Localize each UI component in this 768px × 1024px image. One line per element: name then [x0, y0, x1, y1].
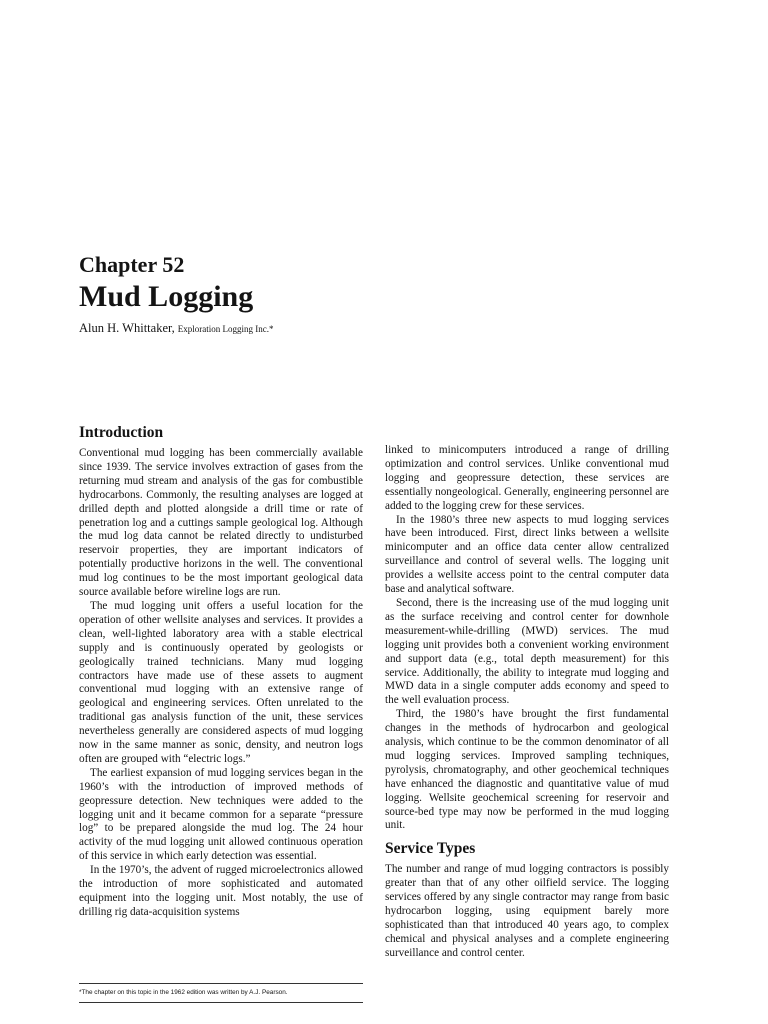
- chapter-title: Mud Logging: [79, 280, 254, 313]
- intro-continuation-4: Third, the 1980’s have brought the first fundamental changes in the methods of hydrocarbon and geological analysis, which continue to be the common denominator of all mud logging services. Improved sampling techniques, pyrolysis, chromatography, and other geochemical techniques have enhanced the diagnostic and quantitative value of mud logging. Wellsite geochemical screening for reservoir and source-bed type may now be performed in the mud logging unit.: [385, 708, 669, 832]
- service-types-heading: Service Types: [385, 840, 476, 858]
- chapter-number: Chapter 52: [79, 252, 185, 277]
- introduction-heading: Introduction: [79, 424, 164, 441]
- footnote-rule: [79, 983, 363, 984]
- intro-continuation-1: linked to minicomputers introduced a range of drilling optimization and control services. Unlike conventional mud logging and geopressure detection, these services are essentially nongeological. Generally, engineering personnel are added to the logging crew for these services.: [385, 444, 669, 512]
- service-types-paragraph-1: The number and range of mud logging contractors is possibly greater than that of any other oilfield service. The logging services offered by any single contractor may range from basic hydrocarbon logging, using equipment barely more sophisticated than that introduced 40 years ago, to complex chemical and physical analyses and a complete engineering surveillance and control center.: [385, 863, 669, 959]
- intro-paragraph-4: In the 1970’s, the advent of rugged microelectronics allowed the introduction of more sophisticated and automated equipment into the logging unit. Most notably, the use of drilling rig data-acquisition systems: [79, 864, 363, 918]
- footnote-area: [79, 983, 363, 1003]
- author-affiliation: Exploration Logging Inc.*: [177, 324, 274, 334]
- intro-paragraph-2: The mud logging unit offers a useful location for the operation of other wellsite analyses and services. It provides a clean, well-lighted laboratory area with a stable electrical supply and is continuously operated by geologists or geologically trained technicians. Many mud logging contractors have made use of these assets to augment conventional mud logging with an extensive range of geological and engineering services. Often unrelated to the traditional gas analysis function of the unit, these services nevertheless generally are considered aspects of mud logging now in the same manner as sonic, density, and neutron logs often are grouped with “electric logs.”: [79, 599, 363, 765]
- right-column: [385, 444, 669, 961]
- footnote-text: *The chapter on this topic in the 1962 edition was written by A.J. Pearson.: [79, 989, 288, 996]
- intro-continuation-3: Second, there is the increasing use of the mud logging unit as the surface receiving and control center for downhole measurement-while-drilling (MWD) services. The mud logging unit provides both a convenient working environment and support data (e.g., total depth measurement) for this service. Additionally, the ability to integrate mud logging and MWD data in a single computer adds economy and speed to the well evaluation process.: [385, 596, 669, 707]
- footnote-bottom-rule: [79, 1002, 363, 1003]
- author-name: Alun H. Whittaker,: [79, 321, 175, 335]
- intro-continuation-2: In the 1980’s three new aspects to mud logging services have been introduced. First, direct links between a wellsite minicomputer and an office data center allow centralized surveillance and control of several wells. The logging unit provides a wellsite access point to the central computer data base and analytical software.: [385, 513, 669, 596]
- chapter-header: [79, 252, 699, 337]
- intro-paragraph-3: The earliest expansion of mud logging services began in the 1960’s with the introduction of improved methods of geopressure detection. New techniques were added to the logging unit and it became common for a separate “pressure log” to be prepared alongside the mud log. The 24 hour activity of the mud logging unit allowed continuous operation of this service in which early detection was essential.: [79, 766, 363, 863]
- author-line: [79, 320, 699, 337]
- left-column: [79, 424, 363, 920]
- intro-paragraph-1: Conventional mud logging has been commercially available since 1939. The service involves extraction of gases from the returning mud stream and analysis of the gas for combustible hydrocarbons. Commonly, the resulting analyses are logged at drilled depth and plotted alongside a drill time or rate of penetration log and a cuttings sample geological log. Although the mud log data cannot be related directly to undisturbed reservoir properties, they are important indicators of potentially productive horizons in the well. The conventional mud log continues to be the most important geological data source available before wireline logs are run.: [79, 447, 363, 599]
